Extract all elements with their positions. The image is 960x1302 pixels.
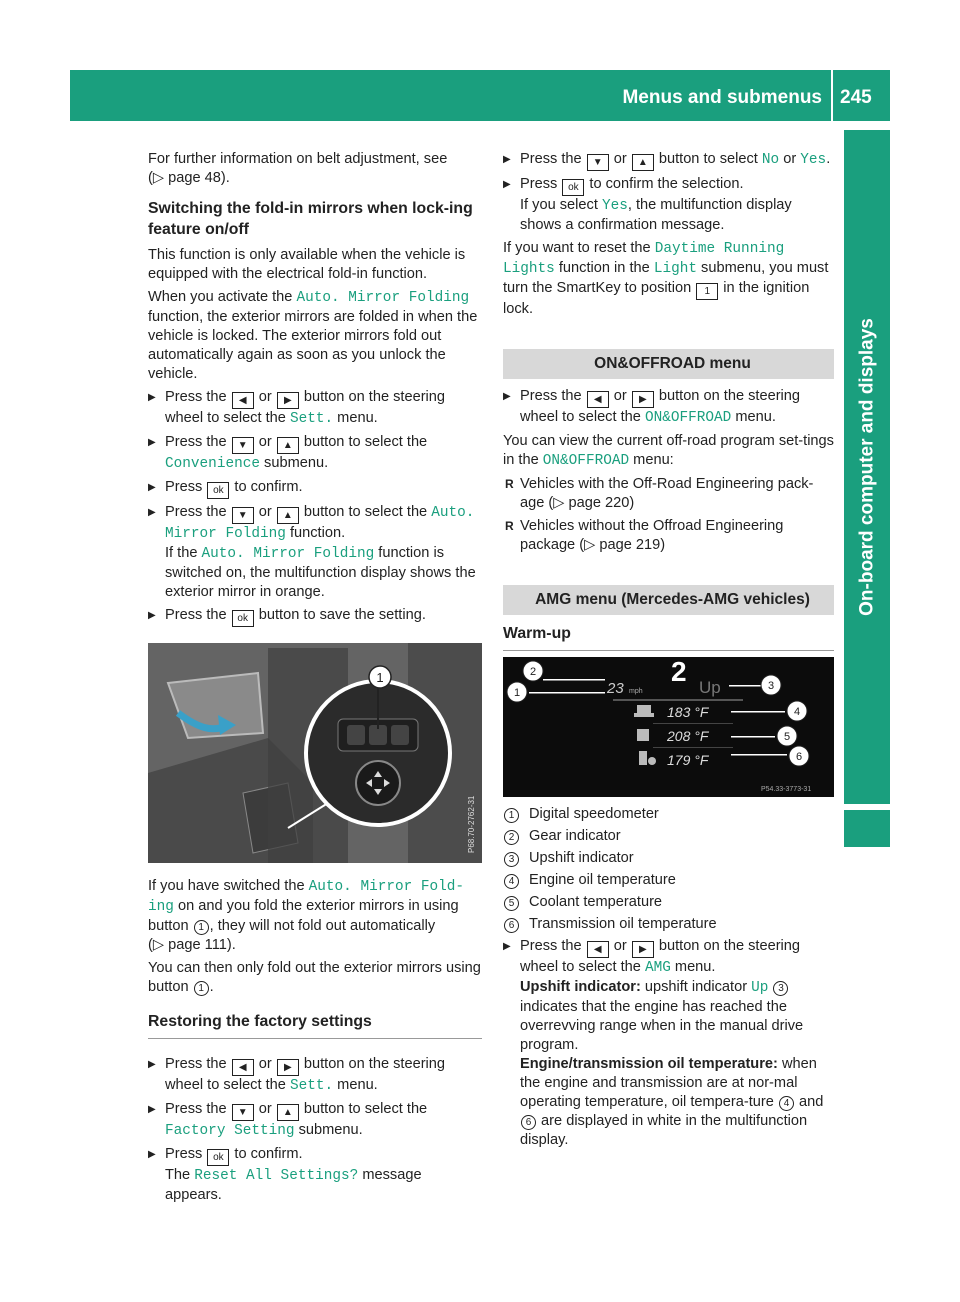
right-arrow-key-icon: ▶ [632,941,654,958]
menu-term: Light [653,261,697,277]
callout-1: 1 [513,687,521,699]
callout-2: 2 [529,666,537,678]
heading-amg-menu: AMG menu (Mercedes-AMG vehicles) [503,585,834,615]
step: ▶ Press the ▼ or ▲ button to select the Factory Setting submenu. [148,1100,482,1141]
callout-4-icon: 4 [504,874,519,889]
right-arrow-key-icon: ▶ [632,391,654,408]
right-arrow-key-icon: ▶ [277,392,299,409]
menu-term: Convenience [165,456,260,472]
step: ▶ Press the ◀ or ▶ button on the steering wheel to select the AMG menu. Upshift indicator: upshift indicator Up 3 indicates that the engine has reached the overrevving range when in the manual drive program. Engine/transmission oil temperature: when the engine and transmission are at nor-mal operating temperature, oil tempera-ture 4 and 6 are displayed in white in the multifunction display. [503,937,834,1150]
menu-term: Factory Setting [165,1123,295,1139]
paragraph: If you have switched the Auto. Mirror Fold‐ing on and you fold the exterior mirrors in using button 1 , they will not fold out automatically (▷ page 111). [148,878,465,953]
menu-term: AMG [644,960,671,976]
svg-text:mph: mph [629,688,643,695]
left-arrow-key-icon: ◀ [587,941,609,958]
legend-item: 1 Digital speedometer [503,805,834,824]
heading-on-offroad: ON&OFFROAD menu [503,349,834,379]
down-arrow-key-icon: ▼ [232,437,254,454]
callout-3-icon: 3 [773,981,788,996]
svg-text:1: 1 [376,670,384,685]
step: ▶ Press the ◀ or ▶ button on the steering wheel to select the ON&OFFROAD menu. [503,387,834,428]
callout-4: 4 [793,706,801,718]
menu-term: Yes [800,152,827,168]
step: ▶ Press ok to confirm. [148,478,482,499]
paragraph: If you want to reset the Daytime Running Lights function in the Light submenu, you must turn the SmartKey to position 1 in the ignition lock. [503,240,829,317]
right-column [503,150,834,1154]
menu-term: Auto. Mirror Folding [296,290,470,306]
left-column [148,150,482,1209]
down-arrow-key-icon: ▼ [587,154,609,171]
menu-term: Reset All Settings? [194,1168,359,1184]
callout-6-icon: 6 [521,1115,536,1130]
callout-1-icon: 1 [194,981,209,996]
svg-text:P68.70-2762-31: P68.70-2762-31 [467,795,476,853]
callout-1-icon: 1 [194,920,209,935]
step: ▶ Press ok to confirm. The Reset All Settings? message appears. [148,1145,482,1205]
menu-term: Auto. Mirror Folding [165,505,475,542]
heading-restore-factory: Restoring the factory settings [148,1011,482,1039]
menu-term: Auto. Mirror Folding [201,546,375,562]
section-title: Menus and submenus [622,87,822,108]
callout-6-icon: 6 [504,918,519,933]
key-position-1-icon: 1 [696,283,718,300]
menu-term: ON&OFFROAD [542,453,630,469]
svg-text:179 °F: 179 °F [667,752,709,768]
paragraph: You can then only fold out the exterior mirrors using button 1 . [148,960,481,995]
legend-item: 6 Transmission oil temperature [503,915,834,934]
step: ▶ Press ok to confirm the selection. If you select Yes, the multifunction display shows a confirmation message. [503,175,834,235]
step: ▶ Press the ok button to save the setting. [148,606,482,627]
side-tab-marker [844,810,890,847]
menu-term: Up [751,980,769,996]
side-tab-label: On-board computer and displays [856,318,878,616]
menu-term: Sett. [289,411,334,427]
step: ▶ Press the ◀ or ▶ button on the steering wheel to select the Sett. menu. [148,388,482,429]
left-arrow-key-icon: ◀ [232,1059,254,1076]
svg-text:183 °F: 183 °F [667,704,709,720]
left-arrow-key-icon: ◀ [587,391,609,408]
intro-text: For further information on belt adjustment, see (▷ page 48). [148,151,448,186]
menu-term: Daytime Running Lights [503,241,785,277]
header-separator [831,70,833,121]
bullet-item: R Vehicles with the Off-Road Engineering pack-age (▷ page 220) [503,475,834,513]
up-arrow-key-icon: ▲ [277,507,299,524]
legend-item: 3 Upshift indicator [503,849,834,868]
upshift-indicator: Up [699,678,721,697]
left-arrow-key-icon: ◀ [232,392,254,409]
callout-6: 6 [795,751,803,763]
heading-warm-up: Warm-up [503,623,834,651]
callout-3: 3 [767,680,775,692]
callout-5: 5 [783,731,791,743]
callout-5-icon: 5 [504,896,519,911]
up-arrow-key-icon: ▲ [277,437,299,454]
step: ▶ Press the ▼ or ▲ button to select the Convenience submenu. [148,433,482,474]
mirror-switch-photo [148,643,482,863]
paragraph: This function is only available when the vehicle is equipped with the electrical fold-in function. [148,247,466,282]
amg-warmup-display [503,657,834,797]
legend-item: 2 Gear indicator [503,827,834,846]
legend-item: 4 Engine oil temperature [503,871,834,890]
step: ▶ Press the ◀ or ▶ button on the steering wheel to select the Sett. menu. [148,1055,482,1096]
down-arrow-key-icon: ▼ [232,507,254,524]
menu-term: ON&OFFROAD [644,410,732,426]
right-arrow-key-icon: ▶ [277,1059,299,1076]
ok-key-icon: ok [562,179,584,196]
svg-text:208 °F: 208 °F [667,728,709,744]
menu-term: Auto. Mirror Fold‐ing [148,879,465,915]
heading-fold-in-mirrors: Switching the fold-in mirrors when lock-ing feature on/off [148,200,473,238]
paragraph: You can view the current off-road program set-tings in the ON&OFFROAD menu: [503,433,834,469]
down-arrow-key-icon: ▼ [232,1104,254,1121]
svg-text:P54.33-3773-31: P54.33-3773-31 [761,786,812,793]
step: ▶ Press the ▼ or ▲ button to select No or Yes. [503,150,834,171]
digital-speed: 23 [607,680,624,697]
menu-term: Sett. [289,1078,334,1094]
callout-4-icon: 4 [779,1096,794,1111]
bullet-item: R Vehicles without the Offroad Engineering package (▷ page 219) [503,517,834,555]
up-arrow-key-icon: ▲ [632,154,654,171]
ok-key-icon: ok [207,482,229,499]
menu-term: Yes [601,198,628,214]
up-arrow-key-icon: ▲ [277,1104,299,1121]
callout-2-icon: 2 [504,830,519,845]
ok-key-icon: ok [207,1149,229,1166]
gear-indicator: 2 [671,657,687,687]
paragraph: When you activate the Auto. Mirror Folding function, the exterior mirrors are folded in when the vehicle is locked. The exterior mirrors fold out automatically again as soon as you unlock the vehicle. [148,289,478,382]
step: ▶ Press the ▼ or ▲ button to select the Auto. Mirror Folding function. If the Auto. Mirror Folding function is switched on, the multifunction display shows the exterior mirror in orange. [148,503,482,602]
menu-term: No [761,152,780,168]
callout-3-icon: 3 [504,852,519,867]
legend-item: 5 Coolant temperature [503,893,834,912]
page-number: 245 [840,87,872,108]
ok-key-icon: ok [232,610,254,627]
callout-1-icon: 1 [504,808,519,823]
